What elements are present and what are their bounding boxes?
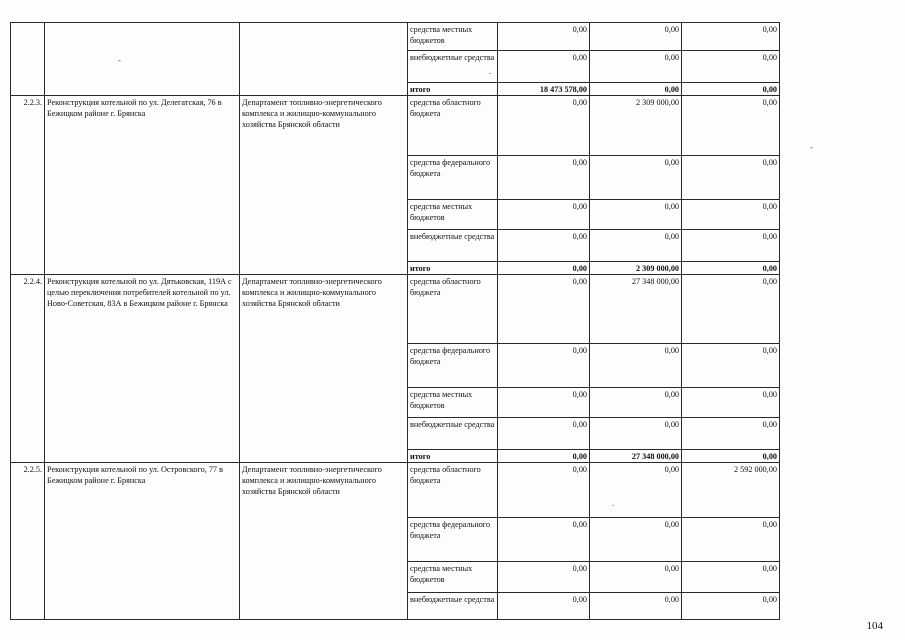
value-cell: 0,00 [498,230,590,262]
value-cell: 0,00 [682,23,780,51]
responsible-department: Департамент топливно-энергетического комплекса и жилищно-коммунального хозяйства Брянской области [240,96,408,275]
responsible-department [240,23,408,96]
value-cell: 0,00 [498,463,590,518]
scan-speck: - [118,55,121,65]
project-name [45,23,240,96]
funding-source: средства областного бюджета [408,463,498,518]
funding-source: средства федерального бюджета [408,518,498,562]
funding-source: средства областного бюджета [408,275,498,344]
project-name: Реконструкция котельной по ул. Островского, 77 в Бежицком районе г. Брянска [45,463,240,620]
value-cell: 0,00 [590,388,682,418]
financing-table [10,22,780,620]
value-cell: 0,00 [498,96,590,156]
value-cell: 18 473 578,00 [498,83,590,96]
project-index [11,23,45,96]
value-cell: 0,00 [682,562,780,593]
value-cell: 0,00 [590,562,682,593]
value-cell: 0,00 [498,200,590,230]
value-cell: 0,00 [590,344,682,388]
value-cell: 0,00 [682,51,780,83]
value-cell: 0,00 [498,344,590,388]
value-cell: 2 592 000,00 [682,463,780,518]
value-cell: 0,00 [682,96,780,156]
value-cell: 0,00 [498,388,590,418]
value-cell: 0,00 [498,593,590,620]
value-cell: 2 309 000,00 [590,262,682,275]
project-name: Реконструкция котельной по ул. Делегатская, 76 в Бежицком районе г. Брянска [45,96,240,275]
funding-source: средства местных бюджетов [408,23,498,51]
value-cell: 0,00 [590,463,682,518]
funding-source: средства федерального бюджета [408,344,498,388]
table-row [11,275,780,344]
funding-source: внебюджетные средства [408,418,498,450]
table-row [11,23,780,51]
project-index: 2.2.3. [11,96,45,275]
funding-source: итого [408,450,498,463]
value-cell: 0,00 [498,156,590,200]
value-cell: 0,00 [498,23,590,51]
project-index: 2.2.4. [11,275,45,463]
table-row [11,96,780,156]
responsible-department: Департамент топливно-энергетического комплекса и жилищно-коммунального хозяйства Брянской области [240,275,408,463]
value-cell: 0,00 [498,450,590,463]
value-cell: 0,00 [590,23,682,51]
responsible-department: Департамент топливно-энергетического комплекса и жилищно-коммунального хозяйства Брянской области [240,463,408,620]
value-cell: 0,00 [498,418,590,450]
funding-source: средства местных бюджетов [408,388,498,418]
funding-source: внебюджетные средства [408,230,498,262]
funding-source: средства местных бюджетов [408,200,498,230]
value-cell: 0,00 [682,230,780,262]
value-cell: 0,00 [590,156,682,200]
value-cell: 0,00 [590,518,682,562]
document-sheet [10,22,780,620]
scan-speck: . [489,66,492,76]
value-cell: 0,00 [682,450,780,463]
value-cell: 0,00 [682,344,780,388]
value-cell: 0,00 [498,275,590,344]
project-index: 2.2.5. [11,463,45,620]
value-cell: 0,00 [682,418,780,450]
value-cell: 0,00 [682,83,780,96]
value-cell: 0,00 [590,230,682,262]
value-cell: 0,00 [682,518,780,562]
value-cell: 0,00 [590,83,682,96]
value-cell: 27 348 000,00 [590,450,682,463]
table-row [11,463,780,518]
funding-source: внебюджетные средства [408,51,498,83]
value-cell: 0,00 [682,156,780,200]
value-cell: 0,00 [590,51,682,83]
funding-source: итого [408,262,498,275]
scan-speck: . [612,498,615,508]
project-name: Реконструкция котельной по ул. Дятьковская, 119А с целью переключения потребителей котельной по ул. Ново-Советская, 83А в Бежицком районе г. Брянска [45,275,240,463]
value-cell: 0,00 [682,593,780,620]
value-cell: 0,00 [498,562,590,593]
value-cell: 0,00 [682,200,780,230]
value-cell: 0,00 [682,388,780,418]
funding-source: средства областного бюджета [408,96,498,156]
funding-source: средства федерального бюджета [408,156,498,200]
funding-source: итого [408,83,498,96]
funding-source: внебюджетные средства [408,593,498,620]
value-cell: 0,00 [590,593,682,620]
value-cell: 0,00 [498,518,590,562]
page-number: 104 [866,620,883,632]
scan-speck: - [810,142,813,152]
value-cell: 0,00 [682,262,780,275]
value-cell: 0,00 [498,262,590,275]
value-cell: 2 309 000,00 [590,96,682,156]
value-cell: 0,00 [590,200,682,230]
value-cell: 0,00 [590,418,682,450]
value-cell: 0,00 [498,51,590,83]
value-cell: 0,00 [682,275,780,344]
funding-source: средства местных бюджетов [408,562,498,593]
value-cell: 27 348 000,00 [590,275,682,344]
